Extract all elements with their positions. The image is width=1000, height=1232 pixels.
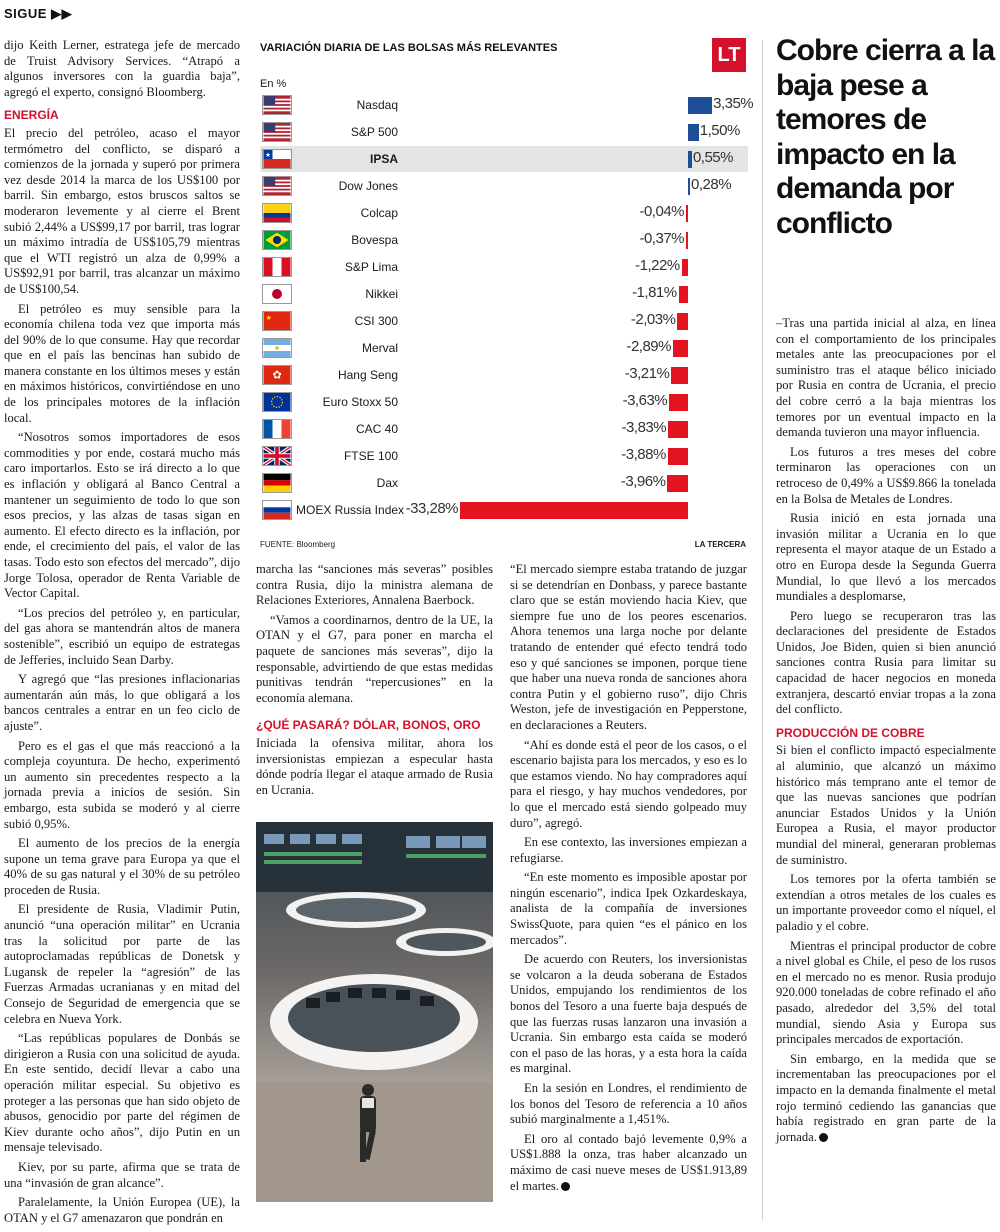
chart-data-label: -3,96% — [620, 473, 666, 490]
paragraph: Paralelamente, la Unión Europea (UE), la OTAN y el G7 amenazaron que pondrán en — [4, 1195, 240, 1225]
paragraph: “Los precios del petróleo y, en particular, del gas ahora se mantendrán altos de manera sostenible”, escribió un equipo de estrategas de Jefferies, incluido Sean Darby. — [4, 605, 240, 667]
chart-bar — [686, 232, 688, 249]
chart-row — [260, 173, 748, 199]
eu-flag-icon — [262, 392, 292, 412]
paragraph: De acuerdo con Reuters, los inversionistas se volcaron a la deuda soberana de Estados Unidos, empujando los rendimientos de los bonos del Tesoro a una fuerte baja después de que las fuerzas rusas lanzaron una invasión a Ucrania. Sin embargo esta caída se moderó con el paso de las horas, y a esta hora la caída es marginal. — [510, 952, 747, 1076]
chart-row — [260, 227, 748, 253]
chart-bar — [671, 367, 688, 384]
chart-row — [260, 146, 748, 172]
article-headline: Cobre cierra a la baja pese a temores de impacto en la demanda por conflicto — [776, 34, 995, 240]
chart-bar — [460, 502, 688, 519]
chart-brand: LA TERCERA — [694, 540, 746, 549]
jp-flag-icon — [262, 284, 292, 304]
chart-category-label: CAC 40 — [355, 422, 398, 436]
article-column-2 — [256, 562, 493, 802]
la-tercera-logo: LT — [712, 38, 746, 72]
chart-category-label: Nikkei — [365, 287, 398, 301]
chart-category-label: Euro Stoxx 50 — [322, 395, 398, 409]
paragraph: El oro al contado bajó levemente 0,9% a US$1.888 la onza, tras haber alcanzado un máximo de casi nueve meses de US$1.913,89 el martes. — [510, 1131, 747, 1193]
section-marker: SIGUE ▶▶ — [4, 6, 73, 21]
chart-data-label: -3,63% — [622, 392, 668, 409]
chart-data-label: 0,55% — [692, 149, 733, 166]
chart-bar — [669, 394, 688, 411]
us-flag-icon — [262, 122, 292, 142]
chart-category-label: CSI 300 — [354, 314, 398, 328]
chart-data-label: 0,28% — [691, 176, 732, 193]
chart-row — [260, 470, 748, 496]
paragraph: Sin embargo, en la medida que se incrementaban las preocupaciones por el impacto en la demanda finalmente el metal rojo terminó cediendo las ganancias que había registrado en gran parte de la jornada. — [776, 1051, 996, 1144]
chart-row — [260, 416, 748, 442]
chart-data-label: -0,04% — [639, 203, 684, 220]
chart-category-label: Bovespa — [351, 233, 398, 247]
chart-bar — [682, 259, 688, 276]
chart-bar — [688, 97, 712, 114]
article-column-3 — [510, 562, 747, 1198]
paragraph: “Vamos a coordinarnos, dentro de la UE, la OTAN y el G7, para poner en marcha el paquete de sanciones más severas”, dijo la responsable, advirtiendo de que estas medidas punitivas tendrán “repercusiones” en la economía alemana. — [256, 612, 493, 705]
chart-bar — [677, 313, 688, 330]
chart-bar — [668, 421, 688, 438]
chart-row — [260, 119, 748, 145]
svg-text:✿: ✿ — [272, 369, 282, 382]
end-of-article-icon — [561, 1182, 570, 1191]
paragraph: En la sesión en Londres, el rendimiento de los bonos del Tesoro de referencia a 10 años subió marginalmente a 1,451%. — [510, 1081, 747, 1127]
chart-category-label: Dax — [376, 476, 398, 490]
chart-row — [260, 200, 748, 226]
chart-data-label: -1,81% — [632, 284, 677, 301]
chart-category-label: Nasdaq — [356, 98, 398, 112]
article-column-1 — [4, 38, 240, 1230]
chart-category-label: MOEX Russia Index — [296, 503, 405, 517]
paragraph: “Nosotros somos importadores de esos commodities y por ende, costará mucho más caro importarlos. Esto se irá directo a lo que es inflación y obligará al Banco Central a mantener un seguimiento de todo lo que son esos precios, y las alzas de tasas sigan en aumento. El efecto directo es la inflación, por ende, el crecimiento del país, el valor de las tasas. Todo esto son efectos del mercado”, dijo Jorge Tolosa, operador de Renta Variable de Vector Capital. — [4, 430, 240, 601]
paragraph: El precio del petróleo, acaso el mayor termómetro del conflicto, se disparó a comienzos de la jornada y superó por primera vez desde 2014 la marca de los US$100 por barril. Sin embargo, estos bruscos saltos se moderaron levemente y al cierre el Brent subió 2,44% a US$99,17 por barril, tras lograr un máximo intradía de US$105,79 mientras que el WTI registró un alza de 0,99% a US$92,91 por barril, tras alcanzar un máximo de US$100,54. — [4, 125, 240, 296]
paragraph: dijo Keith Lerner, estratega jefe de mercado de Truist Advisory Services. “Atrapó a algunos inversores con la guardia baja”, agregó el experto, consignó Bloomberg. — [4, 38, 240, 99]
chart-data-label: -3,83% — [621, 419, 667, 436]
paragraph: El aumento de los precios de la energía supone un tema grave para Europa ya que el 40% de su gas natural y el 30% de su petróleo proceden de Rusia. — [4, 836, 240, 897]
chart-data-label: -3,88% — [621, 446, 666, 463]
section-heading-energia: ENERGÍA — [4, 108, 59, 123]
paragraph: Mientras el principal productor de cobre a nivel global es Chile, el peso de los rusos en el mercado no es menor. Rusia produjo 920.000 toneladas de cobre refinado el año pasado, alrededor del 3,5% del total mundial, siendo Asia y Europa sus principales mercados de exportación. — [776, 938, 996, 1047]
chart-bar — [673, 340, 688, 357]
chart-data-label: 1,50% — [699, 122, 740, 139]
hk-flag-icon — [262, 365, 292, 385]
gb-flag-icon — [262, 446, 292, 466]
pe-flag-icon — [262, 257, 292, 277]
paragraph: Kiev, por su parte, afirma que se trata de una “invasión de gran alcance”. — [4, 1159, 240, 1190]
chart-bar — [679, 286, 688, 303]
cl-flag-icon — [262, 149, 292, 169]
chart-data-label: -3,21% — [624, 365, 670, 382]
chart-category-label: Merval — [361, 341, 398, 355]
chart-bar — [688, 178, 690, 195]
paragraph: Rusia inició en esta jornada una invasión militar a Ucrania en lo que representa el mayor ataque de un Estado a otro en Europa desde la Segunda Guerra Mundial, lo que llevó a los mercados mundiales a desplomarse, — [776, 511, 996, 604]
svg-text:★: ★ — [265, 313, 273, 323]
paragraph: El petróleo es muy sensible para la economía chilena toda vez que importa más del 90% de lo que consume. Hay que recordar que en el país las bencinas han subido de manera constante en los últimos meses y están en máximos históricos, convirtiéndose en uno de los principales motores de la inflación local. — [4, 301, 240, 425]
chart-row — [260, 389, 748, 415]
svg-text:★: ★ — [265, 152, 271, 160]
chart-category-label: IPSA — [369, 152, 398, 166]
chart-title: VARIACIÓN DIARIA DE LAS BOLSAS MÁS RELEVANTES — [260, 42, 558, 54]
paragraph: Pero es el gas el que más reaccionó a la compleja coyuntura. De hecho, experimentó un aumento sin precedentes respecto a la jornada previa a inicios de sesión. Sin embargo, esta subida se moderó y al cierre subió 0,95%. — [4, 738, 240, 831]
chart-category-label: Hang Seng — [337, 368, 398, 382]
paragraph: “El mercado siempre estaba tratando de juzgar si se detendrían en Donbass, y parece bastante claro que se están moviendo hacia Kiev, que siempre fue uno de los peores escenarios. Ahora tenemos una larga noche por delante tratando de entender qué efecto tendrá todo eso y qué sanciones se imponen, porque tiene que haber una nueva ronda de sanciones ahora contra Putin y el gobierno ruso”, dijo Chris Weston, jefe de investigación en Pepperstone, en declaraciones a Reuters. — [510, 562, 747, 732]
chart-category-label: FTSE 100 — [343, 449, 398, 463]
cn-flag-icon — [262, 311, 292, 331]
paragraph: Y agregó que “las presiones inflacionarias aumentarán aún más, lo que obligará a los bancos centrales a entrar en un feo ciclo de ajuste”. — [4, 672, 240, 733]
paragraph: Iniciada la ofensiva militar, ahora los inversionistas empiezan a especular hasta dónde podría llegar el ataque armado de Rusia en Ucrania. — [256, 735, 493, 797]
chart-data-label: -1,22% — [635, 257, 680, 274]
paragraph: “Las repúblicas populares de Donbás se dirigieron a Rusia con una solicitud de ayuda. En este sentido, decidí llevar a cabo una operación militar especial. Su objetivo es proteger a las personas que han sido objeto de abusos, genocidio por parte del régimen de Kiev durante ocho años”, dijo Putin en un mensaje televisado. — [4, 1031, 240, 1155]
trading-floor-illustration — [256, 822, 493, 1202]
section-heading-que-pasara: ¿QUÉ PASARÁ? DÓLAR, BONOS, ORO — [256, 718, 481, 733]
chart-row — [260, 308, 748, 334]
chart-unit-label: En % — [260, 78, 287, 90]
paragraph: “Ahí es donde está el peor de los casos, o el escenario bajista para los mercados, y eso es lo que estamos viendo. No hay compradores aquí para el riesgo, y hay muchos vendedores, por lo que el mercado está siendo golpeado muy duro”, agregó. — [510, 737, 747, 830]
paragraph: marcha las “sanciones más severas” posibles contra Rusia, dijo la ministra alemana de Relaciones Exteriores, Annalena Baerbock. — [256, 562, 493, 608]
paragraph: El presidente de Rusia, Vladimir Putin, anunció “una operación militar” en Ucrania tras la solicitud por parte de las autoproclamadas repúblicas de Donetsk y Lugansk de repeler la “agresión” de las Fuerzas Armadas ucranianas y en mitad del Consejo de Seguridad de emergencia que se celebra en Nueva York. — [4, 902, 240, 1026]
paragraph: Los temores por la oferta también se extendían a otros metales de los cuales es un importante proveedor como el níquel, el paladio y el cobre. — [776, 872, 996, 933]
end-of-article-icon — [819, 1133, 828, 1142]
chart-category-label: Colcap — [360, 206, 398, 220]
chart-category-label: Dow Jones — [338, 179, 398, 193]
trading-floor-photo — [256, 822, 493, 1202]
chart-data-label: -2,89% — [626, 338, 671, 355]
chart-row — [260, 443, 748, 469]
paragraph: Si bien el conflicto impactó especialmente al aluminio, que alcanzó un máximo histórico más temprano ante el temor de que las nuevas sanciones que podrían anunciar Estados Unidos y la Unión Europea a Rusia, el mayor productor mundial del mineral, generaran problemas de suministro. — [776, 743, 996, 867]
chart-data-label: -0,37% — [639, 230, 684, 247]
chart-data-label: 3,35% — [713, 95, 754, 112]
chart-bar — [686, 205, 688, 222]
us-flag-icon — [262, 176, 292, 196]
chart-bar — [667, 475, 688, 492]
chart-bar — [668, 448, 688, 465]
stock-index-chart — [256, 36, 752, 552]
chart-row — [260, 281, 748, 307]
chart-row — [260, 497, 748, 523]
section-heading-produccion-cobre: PRODUCCIÓN DE COBRE — [776, 725, 925, 740]
chart-category-label: S&P Lima — [344, 260, 398, 274]
chart-data-label: -33,28% — [405, 500, 458, 517]
chart-row — [260, 254, 748, 280]
co-flag-icon — [262, 203, 292, 223]
us-flag-icon — [262, 95, 292, 115]
paragraph: –Tras una partida inicial al alza, en línea con el comportamiento de los principales metales ante las preocupaciones por el suministro tras el ataque bélico iniciado por Rusia en contra de Ucrania, el precio del cobre cerró a la baja mientras los temores por un eventual impacto en la demanda tuvieron una mayor influencia. — [776, 316, 996, 440]
chart-row — [260, 92, 754, 118]
chart-row — [260, 335, 748, 361]
chart-category-label: S&P 500 — [350, 125, 398, 139]
ru-flag-icon — [262, 500, 292, 520]
chart-data-label: -2,03% — [630, 311, 676, 328]
article-column-4 — [776, 316, 996, 1149]
chart-row — [260, 362, 748, 388]
chart-source: FUENTE: Bloomberg — [260, 540, 336, 549]
chart-bar — [688, 124, 699, 141]
ar-flag-icon — [262, 338, 292, 358]
paragraph: Pero luego se recuperaron tras las declaraciones del presidente de Estados Unidos, Joe Biden, quien si bien anunció sanciones contra Rusia para limitar su capacidad de hacer negocios en moneda extranjera, descartó enviar tropas a la zona del conflicto. — [776, 608, 996, 717]
paragraph: En ese contexto, las inversiones empiezan a refugiarse. — [510, 835, 747, 865]
paragraph: Los futuros a tres meses del cobre terminaron las operaciones con un retroceso de 0,49% a US$9.866 la tonelada en la Bolsa de Metales de Londres. — [776, 444, 996, 506]
column-divider — [762, 40, 763, 1220]
chart-bar — [688, 151, 692, 168]
paragraph: “En este momento es imposible apostar por ningún escenario”, indica Ipek Ozkardeskaya, analista de la compañía de inversiones SwissQuote, para quien “es el pánico en los mercados”. — [510, 870, 747, 947]
br-flag-icon — [262, 230, 292, 250]
fr-flag-icon — [262, 419, 292, 439]
de-flag-icon — [262, 473, 292, 493]
